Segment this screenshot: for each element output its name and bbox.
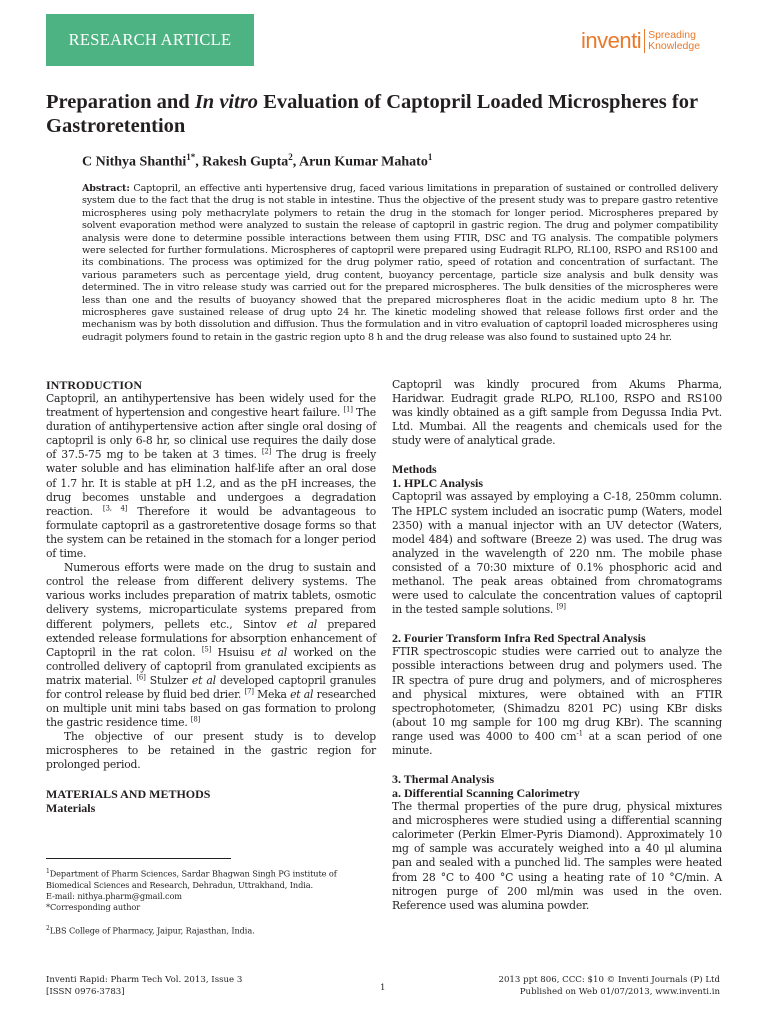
article-type-banner xyxy=(46,14,254,66)
dsc-heading: a. Differential Scanning Calorimetry xyxy=(392,786,580,801)
author-list: C Nithya Shanthi$^{1*}$, Rakesh Gupta$^2$, Arun Kumar Mahato$^1$ xyxy=(82,152,433,170)
ftir-heading: 2. Fourier Transform Infra Red Spectral Analysis xyxy=(392,631,646,646)
introduction-heading: INTRODUCTION xyxy=(46,378,143,392)
materials-methods-heading: MATERIALS AND METHODS xyxy=(46,786,211,801)
methods-heading: Methods xyxy=(392,462,437,477)
ftir-paragraph: FTIR spectroscopic studies were carried out to analyze the possible interactions between drug and polymers used. The IR spectra of pure drug and polymers, and of microspheres and physical mixtures, were obtained with an FTIR spectrophotometer, (Shimadzu 8201 PC) using KBr disks (about 10 mg sample for 100 mg drug KBr). The scanning range used was 4000 to 400 $cm^{-1}$ at a scan period of one minute. xyxy=(392,645,723,757)
page-number: 1 xyxy=(380,983,386,993)
intro-paragraph-2: Numerous efforts were made on the drug to sustain and control the release from different delivery systems. The various works includes preparation of matrix tablets, osmotic delivery systems, microparticulate systems prepared from different polymers, pellets etc., Sintov et al prepared extended release formulations for absorption enhancement of Captopril in the rat colon. [5] Hsuisu et al worked on the controlled delivery of captopril from granulated excipients as matrix material. [6] Stulzer et al developed captopril granules for control release by fluid bed drier. [7] Meka et al researched on multiple unit mini tabs based on gas formation to prolong the gastric residence time. [8] xyxy=(46,561,377,730)
materials-heading: Materials xyxy=(46,800,96,815)
footnote-affiliation-2: $^2$LBS College of Pharmacy, Jaipur, Rajasthan, India. xyxy=(46,925,255,936)
right-column xyxy=(392,378,722,913)
materials-paragraph: Captopril was kindly procured from Akums Pharma, Haridwar. Eudragit grade RLPO, RL100, RSPO and RS100 was kindly obtained as a gift sample from Degussa India Pvt. Ltd. Mumbai. All the reagents and chemicals used for the study were of analytical grade. xyxy=(392,378,722,448)
footnote-divider xyxy=(46,858,231,859)
logo-word: inventi xyxy=(581,28,642,53)
logo-tag-line-1: Spreading xyxy=(648,29,696,41)
article-title: Preparation and In vitro Evaluation of Captopril Loaded Microspheres for Gastroretention xyxy=(46,91,698,137)
footnote-corresponding: *Corresponding author xyxy=(46,902,141,913)
logo-tag-line-2: Knowledge xyxy=(648,40,701,52)
footnote-email: E-mail: nithya.pharm@gmail.com xyxy=(46,891,182,902)
hplc-paragraph: Captopril was assayed by employing a C-18, 250mm column. The HPLC system included an isocratic pump (Waters, model 2350) with a manual injector with an UV detector (Waters, model 484) and software (Breeze 2) was used. The drug was analyzed in the wavelength of 220 nm. The mobile phase consisted of a 70:30 mixture of 0.1% phosphoric acid and methanol. The peak areas obtained from chromatograms were used to calculate the concentration values of captopril in the tested sample solutions. [9] xyxy=(392,490,722,617)
footer-publication-info: 2013 ppt 806, CCC: $10 © Inventi Journals (P) Ltd Published on Web 01/07/2013, www.inventi.in xyxy=(498,975,720,997)
intro-paragraph-3: The objective of our present study is to develop microspheres to be retained in the gastric region for prolonged period. xyxy=(46,730,376,772)
footnote-affiliation-1: $^1$Department of Pharm Sciences, Sardar Bhagwan Singh PG institute of Biomedical Sciences and Research, Dehradun, Uttrakhand, India. E-mail: nithya.pharm@gmail.com *Corresponding author xyxy=(46,866,376,914)
dsc-paragraph: The thermal properties of the pure drug, physical mixtures and microspheres were studied using a differential scanning calorimeter (Perkin Elmer-Pyris Diamond). Approximately 10 mg of sample was accurately weighed into a 40 μl alumina pan and sealed with a punched lid. The samples were heated from 28 °C to 400 °C using a heating rate of 10 °C/min. A nitrogen purge of 200 ml/min was used in the oven. Reference used was alumina powder. xyxy=(392,800,722,912)
footer-journal-info: Inventi Rapid: Pharm Tech Vol. 2013, Issue 3 [ISSN 0976-3783] xyxy=(46,975,243,997)
abstract-label: Abstract: xyxy=(82,183,130,194)
intro-paragraph-1: Captopril, an antihypertensive has been widely used for the treatment of hypertension and congestive heart failure. [1] The duration of antihypertensive action after single oral dosing of captopril is only 6-8 hr, so clinical use requires the daily dose of 37.5-75 mg to be taken at 3 times. [2] The drug is freely water soluble and has elimination half-life after an oral dose of 1.7 hr. It is stable at pH 1.2, and as the pH increases, the drug becomes unstable and undergoes a degradation reaction. [3, 4] Therefore it would be advantageous to formulate captopril as a gastroretentive dosage forms so that the system can be retained in the stomach for a longer period of time. xyxy=(46,392,376,561)
article-type-label: RESEARCH ARTICLE xyxy=(68,30,232,49)
abstract xyxy=(82,183,718,344)
inventi-logo xyxy=(581,27,700,55)
logo-divider xyxy=(644,29,645,53)
hplc-heading: 1. HPLC Analysis xyxy=(392,476,484,491)
left-column xyxy=(46,378,376,815)
abstract-text: Captopril, an effective anti hypertensive drug, faced various limitations in preparation of sustained or controlled delivery system due to the fact that the drug is not stable in intestine. Thus the objective of the present study was to prepare gastro retentive microspheres using poly methacrylate polymers to retain the drug in the stomach for longer period. Microspheres prepared by solvent evaporation method were analyzed to sustain the release of captopril in gastric region. The drug and polymer compatibility analysis were done to determine possible interactions between them using FTIR, DSC and TG analysis. The compatible polymers were selected for further formulations. Microspheres of captopril were prepared using Eudragit RLPO, RL100, RSPO and RS100 and its combinations. The process was optimized for the drug polymer ratio, speed of rotation and concentration of surfactant. The various parameters such as percentage yield, drug content, buoyancy percentage, particle size analysis and bulk density was determined. The in vitro release study was carried out for the prepared microspheres. The bulk densities of the microspheres were less than one and the results of buoyancy showed that the prepared microspheres float in the acidic medium upto 8 hr. The microspheres gave sustained release of drug upto 24 hr. The kinetic modeling showed that release follows first order and the mechanism was by both dissolution and diffusion. Thus the formulation and in vitro evaluation of captopril loaded microspheres using eudragit polymers found to retain in the gastric region upto 8 h and the drug release was also found to sustained upto 24 hr. xyxy=(82,183,718,343)
thermal-analysis-heading: 3. Thermal Analysis xyxy=(392,772,495,787)
logo-tagline xyxy=(648,30,700,52)
